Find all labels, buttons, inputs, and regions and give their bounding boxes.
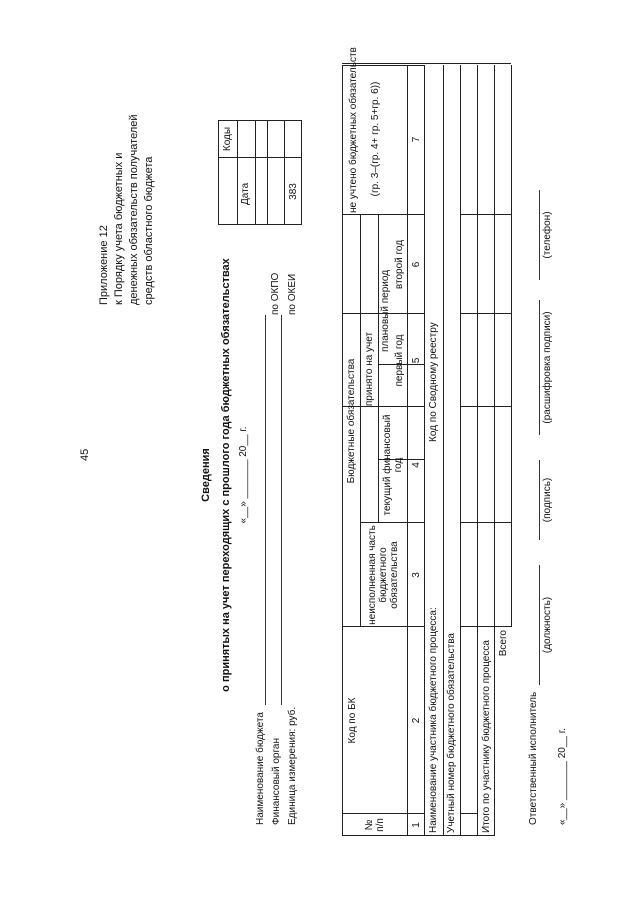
th-not-accounted: не учтено бюджетных обязательств: [348, 47, 359, 213]
total-all-label: Всего: [498, 630, 509, 657]
position-caption: (должность): [542, 596, 553, 654]
participant-name-label: Наименование участника бюджетного процесса:: [428, 607, 439, 833]
th-current-year: текущий финансовый год: [381, 414, 404, 516]
decoding-caption: (расшифровка подписи): [542, 311, 553, 424]
col-number-5: 5: [410, 357, 422, 364]
th-num: № п/п: [363, 818, 386, 832]
th-accepted: принято на учет: [363, 331, 375, 407]
col-number-7: 7: [410, 136, 422, 143]
appendix-line-1: Приложение 12: [98, 225, 110, 305]
col-number-6: 6: [410, 261, 422, 268]
executor-label: Ответственный исполнитель: [528, 691, 539, 825]
signature-date: «__» _______ 20__ г.: [557, 728, 568, 825]
page-number: 45: [79, 448, 91, 461]
col-number-4: 4: [410, 462, 422, 468]
th-not-accounted-formula: (гр. 3–(гр. 4+ гр. 5+гр. 6)): [370, 81, 381, 197]
th-plan-period: плановый период: [379, 269, 391, 353]
codes-label-okei: по ОКЕИ: [287, 273, 298, 315]
codes-label-okpo: по ОКПО: [270, 272, 281, 315]
sign-caption: (подпись): [542, 477, 553, 523]
col-number-3: 3: [410, 572, 422, 578]
title-line-1: Сведения: [200, 448, 212, 502]
col-number-1: 1: [410, 822, 422, 828]
appendix-line-3: денежных обязательств получателей: [128, 114, 140, 305]
unit-label: Единица измерения: руб.: [287, 706, 298, 825]
account-number-label: Учетный номер бюджетного обязательства: [446, 633, 457, 833]
appendix-line-2: к Порядку учета бюджетных и: [113, 152, 125, 305]
title-date: «__» _______ 20__ г.: [238, 426, 249, 524]
codes-value-okei: 383: [287, 183, 299, 200]
title-line-2: о принятых на учет переходящих с прошлого года бюджетных обязательствах: [220, 258, 232, 692]
registry-code-label: Код по Сводному реестру: [428, 322, 439, 442]
th-group: Бюджетные обязательства: [345, 358, 357, 484]
budget-name-underline: [265, 315, 266, 705]
th-first-year: первый год: [394, 334, 405, 387]
col-number-2: 2: [410, 717, 422, 724]
codes-label-date: Дата: [240, 182, 251, 205]
total-participant-label: Итого по участнику бюджетного процесса: [481, 640, 492, 833]
fin-body-label: Финансовый орган: [271, 738, 282, 825]
th-unfulfilled: неисполненная часть бюджетного обязательства: [367, 525, 400, 625]
phone-caption: (телефон): [542, 211, 553, 259]
codes-header: Коды: [222, 126, 233, 152]
fin-body-underline: [281, 315, 282, 705]
th-bk: Код по БК: [346, 697, 358, 744]
budget-name-label: Наименование бюджета: [255, 712, 266, 825]
th-second-year: второй год: [394, 239, 405, 290]
appendix-line-4: средств областного бюджета: [143, 156, 155, 305]
